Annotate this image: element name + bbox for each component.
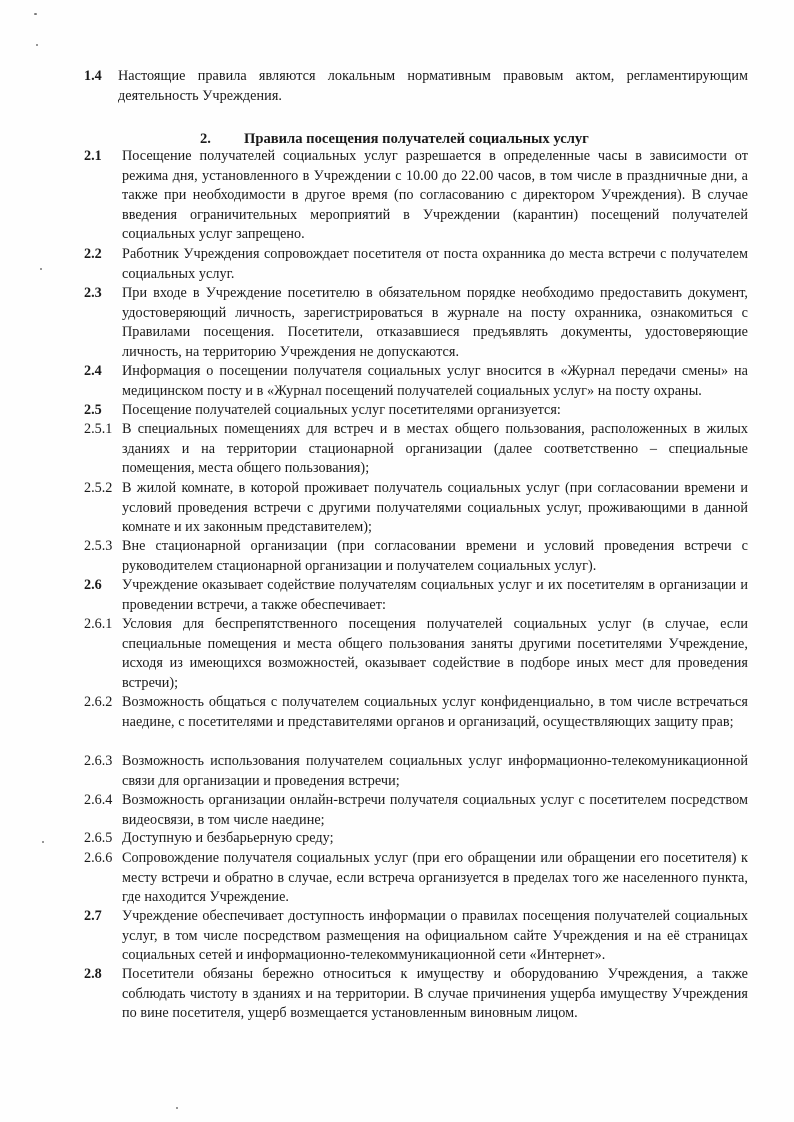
section-title: Правила посещения получателей социальных услуг xyxy=(244,131,589,147)
clause-text: Учреждение оказывает содействие получателям социальных услуг и их посетителям в организации и проведении встречи, а также обеспечивает: xyxy=(122,577,748,613)
clause-number: 2.6 xyxy=(84,577,102,593)
scan-speck xyxy=(42,841,44,843)
clause-number: 2.1 xyxy=(84,148,102,164)
clause-number: 2.4 xyxy=(84,363,102,379)
clause-2-8 xyxy=(84,965,748,1024)
clause-2-3 xyxy=(84,284,748,362)
section-heading xyxy=(200,129,640,149)
section-number: 2. xyxy=(200,131,211,147)
clause-number: 2.6.1 xyxy=(84,616,113,632)
scan-speck xyxy=(40,268,42,270)
clause-2-5-1 xyxy=(84,420,748,479)
clause-number: 2.8 xyxy=(84,966,102,982)
clause-2-6-6 xyxy=(84,849,748,908)
clause-text: Доступную и безбарьерную среду; xyxy=(122,830,334,846)
clause-2-5-2 xyxy=(84,479,748,538)
clause-number: 2.3 xyxy=(84,285,102,301)
clause-1-4 xyxy=(84,67,748,106)
clause-number: 2.6.2 xyxy=(84,694,113,710)
clause-2-2 xyxy=(84,245,748,284)
clause-text: В жилой комнате, в которой проживает получатель социальных услуг (при согласовании времени и условий проведения встречи с другими получателями социальных услуг, проживающими в данной комнате и их законным представителем); xyxy=(122,480,748,535)
clause-text: Посетители обязаны бережно относиться к имуществу и оборудованию Учреждения, а также соблюдать чистоту в зданиях и на территории. В случае причинения ущерба имуществу Учреждения по вине посетителя, ущерб возмещается установленным виновным лицом. xyxy=(122,966,748,1021)
clause-number: 2.6.4 xyxy=(84,792,113,808)
clause-2-1 xyxy=(84,147,748,245)
clause-text: При входе в Учреждение посетителю в обязательном порядке необходимо предоставить документ, удостоверяющий личность, зарегистрироваться в журнале на посту охранника, ознакомиться с Правилами посещения. Посетители, отказавшиеся предъявлять документы, удостоверяющие личность, на территорию Учреждения не допускаются. xyxy=(122,285,748,360)
clause-2-4 xyxy=(84,362,748,401)
clause-text: Сопровождение получателя социальных услуг (при его обращении или обращении его посетителя) к месту встречи и обратно в случае, если встреча организуется в пределах того же населенного пункта, где находится Учреждение. xyxy=(122,850,748,905)
scan-speck xyxy=(36,44,38,46)
clause-number: 2.6.6 xyxy=(84,850,113,866)
clause-2-5-3 xyxy=(84,537,748,576)
clause-number: 2.5.2 xyxy=(84,480,113,496)
clause-text: Посещение получателей социальных услуг посетителями организуется: xyxy=(122,402,561,418)
clause-text: Вне стационарной организации (при согласовании времени и условий проведения встречи с руководителем стационарной организации и получателем социальных услуг). xyxy=(122,538,748,574)
clause-2-6-4 xyxy=(84,791,748,830)
clause-text: Настоящие правила являются локальным нормативным правовым актом, регламентирующим деятельность Учреждения. xyxy=(118,68,748,104)
clause-2-6-1 xyxy=(84,615,748,693)
scan-speck xyxy=(176,1107,178,1109)
clause-2-7 xyxy=(84,907,748,966)
clause-2-6 xyxy=(84,576,748,615)
clause-text: Посещение получателей социальных услуг разрешается в определенные часы в зависимости от режима дня, установленного в Учреждении с 10.00 до 22.00 часов, в том числе в праздничные дни, а также при необходимости в другое время (по согласованию с директором Учреждения). В случае введения ограничительных мероприятий в Учреждении (карантин) посещений получателей социальных услуг запрещено. xyxy=(122,148,748,242)
scan-speck xyxy=(34,13,37,15)
clause-2-6-3 xyxy=(84,752,748,791)
clause-text: Работник Учреждения сопровождает посетителя от поста охранника до места встречи с получателем социальных услуг. xyxy=(122,246,748,282)
clause-text: Возможность использования получателем социальных услуг информационно-телекомуникационной связи для организации и проведения встречи; xyxy=(122,753,748,789)
clause-text: Условия для беспрепятственного посещения получателей социальных услуг (в случае, если специальные помещения и места общего пользования заняты другими посетителями Учреждение, исходя из имеющихся возможностей, оказывает содействие в подборе иных мест для проведения встречи); xyxy=(122,616,748,691)
clause-2-6-5 xyxy=(84,829,748,849)
clause-number: 1.4 xyxy=(84,68,102,84)
clause-number: 2.7 xyxy=(84,908,102,924)
clause-number: 2.5 xyxy=(84,402,102,418)
clause-number: 2.6.5 xyxy=(84,830,113,846)
clause-text: Возможность организации онлайн-встречи получателя социальных услуг с посетителем посредством видеосвязи, в том числе наедине; xyxy=(122,792,748,828)
clause-number: 2.5.1 xyxy=(84,421,113,437)
clause-number: 2.2 xyxy=(84,246,102,262)
clause-number: 2.5.3 xyxy=(84,538,113,554)
clause-number: 2.6.3 xyxy=(84,753,113,769)
clause-text: В специальных помещениях для встреч и в местах общего пользования, расположенных в жилых зданиях и на территории стационарной организации (далее соответственно – специальные помещения, места общего пользования); xyxy=(122,421,748,476)
clause-2-6-2 xyxy=(84,693,748,732)
clause-text: Возможность общаться с получателем социальных услуг конфиденциально, в том числе встречаться наедине, с посетителями и представителями органов и организаций, осуществляющих защиту прав; xyxy=(122,694,748,730)
clause-2-5 xyxy=(84,401,748,421)
clause-text: Информация о посещении получателя социальных услуг вносится в «Журнал передачи смены» на медицинском посту и в «Журнал посещений получателей социальных услуг» на посту охраны. xyxy=(122,363,748,399)
clause-text: Учреждение обеспечивает доступность информации о правилах посещения получателей социальных услуг, в том числе посредством размещения на официальном сайте Учреждения и на её страницах социальных сетей и информационно-телекоммуникационной сети «Интернет». xyxy=(122,908,748,963)
